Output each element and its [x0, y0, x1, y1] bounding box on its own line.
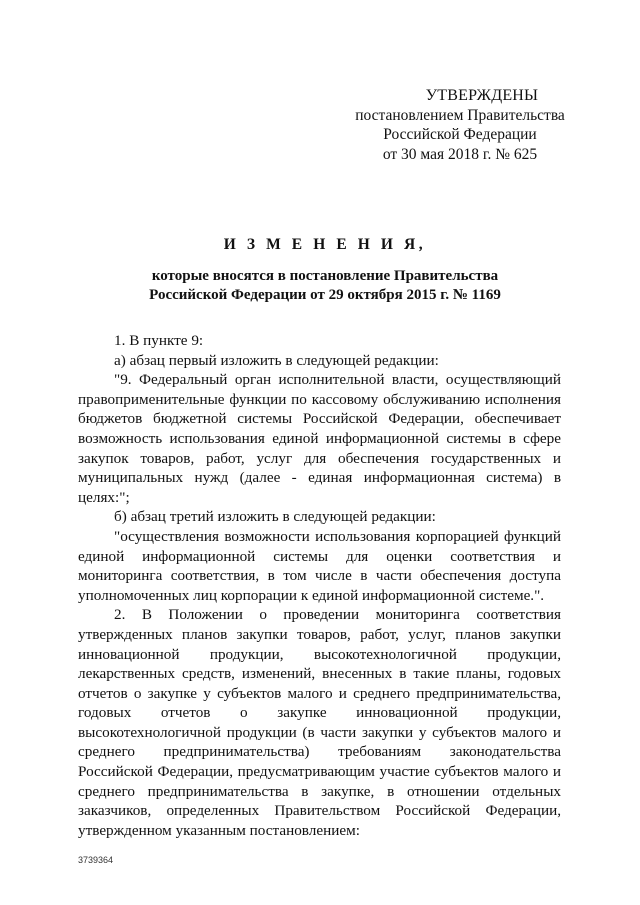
- document-title: И З М Е Н Е Н И Я,: [223, 236, 427, 253]
- paragraph-quote-9: "9. Федеральный орган исполнительной власти, осуществляющий правоприменительные функции по кассовому обслуживанию исполнения бюджетов бюджетной системы Российской Федерации, обеспечивает возможность использования единой информационной системы в сфере закупок товаров, работ, услуг для обеспечения государственных и муниципальных нужд (далее - единая информационная система) в целях:";: [78, 371, 561, 506]
- document-code: 3739364: [78, 855, 114, 865]
- approval-resolution-line: постановлением Правительства: [355, 106, 565, 124]
- approved-heading: УТВЕРЖДЕНЫ: [425, 87, 539, 104]
- paragraph-quote-corporation: "осуществления возможности использования корпорацией функций единой информационной системы для оценки соответствия и мониторинга соответствия, в том числе в части обеспечения доступа уполномоченных лиц корпорации к единой информационной системе.".: [78, 527, 561, 604]
- paragraph-item-1: 1. В пункте 9:: [114, 332, 204, 349]
- paragraph-item-2: 2. В Положении о проведении мониторинга соответствия утвержденных планов закупки товаров, работ, услуг, планов закупки инновационной продукции, высокотехнологичной продукции, лекарственных средств, изменений, внесенных в такие планы, годовых отчетов о закупке у субъектов малого и среднего предпринимательства, годовых отчетов о закупке инновационной продукции, высокотехнологичной продукции (в части закупки у субъектов малого и среднего предпринимательства) требованиям законодательства Российской Федерации, предусматривающим участие субъектов малого и среднего предпринимательства в закупке, в отношении отдельных заказчиков, определенных Правительством Российской Федерации, утвержденном указанным постановлением:: [78, 606, 561, 839]
- document-title-block: [60, 236, 590, 305]
- document-subtitle-line-1: которые вносятся в постановление Правительства: [151, 268, 499, 284]
- paragraph-item-1b: б) абзац третий изложить в следующей редакции:: [114, 508, 436, 526]
- document-subtitle-line-2: Российской Федерации от 29 октября 2015 г. № 1169: [149, 287, 501, 303]
- approval-government-line: Российской Федерации: [383, 126, 537, 143]
- approval-stamp-block: [330, 86, 590, 164]
- paragraph-item-1a: а) абзац первый изложить в следующей редакции:: [114, 351, 439, 369]
- approval-date-number-line: от 30 мая 2018 г. № 625: [382, 145, 538, 163]
- document-body: [78, 331, 561, 840]
